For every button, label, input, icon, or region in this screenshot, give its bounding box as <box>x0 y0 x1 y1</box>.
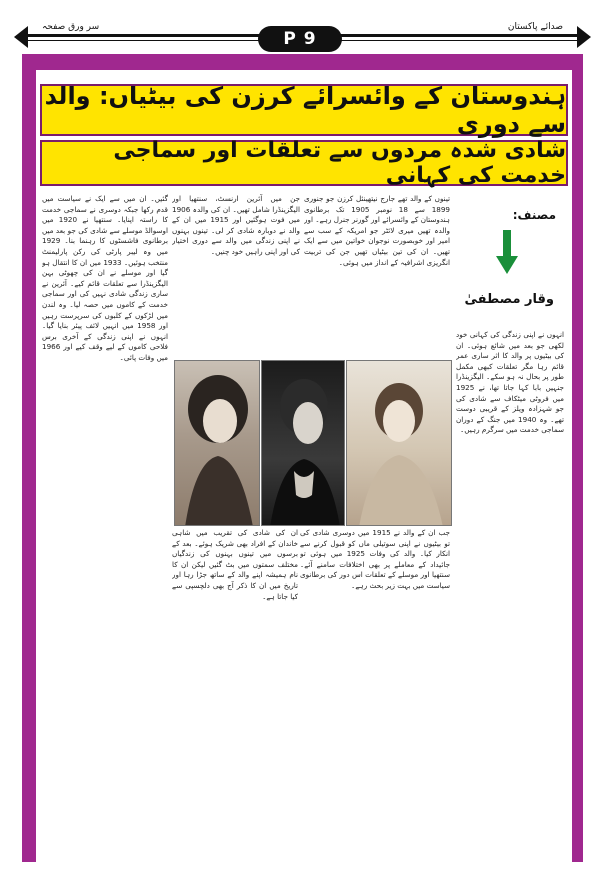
article-column-left <box>42 194 168 858</box>
article-column-mid <box>172 194 300 356</box>
article-column-intro <box>304 194 450 356</box>
paragraph: انہوں نے اپنی زندگی کی کہانی خود لکھی جو بعد میں شائع ہوئی۔ ان کی بیٹیوں پر والد کا اثر ساری عمر قائم رہا مگر تعلقات کبھی مکمل طور پر بحال نہ ہو سکے۔ الیگزینڈرا جنہیں بابا کہا جاتا تھا، نے 1925 میں فروٹی میٹکاف سے شادی کی جو شہزادہ ویلز کے قریبی دوست تھے۔ وہ 1940 میں جنگ کے دوران سماجی خدمت میں سرگرم رہیں۔ <box>456 330 564 435</box>
paragraph: جن میں آئرین ارنسٹ، سنتھیا اور الیگزینڈرا شامل تھیں۔ ان کی والدہ 1906 میں فوت ہوگئیں اور 1915 میں ان کے والد نے دوبارہ شادی کر لی۔ تینوں بہنوں نے اپنی زندگی میں والد سے دوری اختیار کی اور اپنی راہیں خود چنیں۔ <box>172 194 300 256</box>
paragraph: ان کی شادی کی تقریب میں شاہی خاندان کے افراد بھی شریک ہوئے۔ بعد کے برسوں میں تینوں بہنوں کی زندگیاں مختلف سمتوں میں بٹ گئیں لیکن ان کا نام ہمیشہ اپنے والد کے ساتھ جڑا رہا اور تاریخ میں ان کا ذکر آج بھی دلچسپی سے کیا جاتا ہے۔ <box>172 528 298 601</box>
header-arrow-left-icon <box>14 26 28 48</box>
author-label: مصنف: <box>512 208 556 222</box>
article-column-bottom-a <box>300 528 450 858</box>
author-name: وقار مصطفیٰ <box>464 292 554 307</box>
page-number: P 9 <box>258 26 342 52</box>
article-column-right <box>456 330 564 858</box>
paragraph: گئیں۔ ان میں سے ایک نے سیاست میں قدم رکھا جبکہ دوسری نے سماجی خدمت کا راستہ اپنایا۔ سنتھیا نے 1920 میں اوسوالڈ موسلے سے شادی کی جو بعد میں برطانوی فاشسٹوں کا رہنما بنا۔ 1929 میں وہ لیبر پارٹی کی رکن پارلیمنٹ منتخب ہوئیں۔ 1933 میں ان کا انتقال ہو گیا اور موسلے نے ان کی چھوٹی بہن الیگزینڈرا سے تعلقات قائم کیے۔ آئرین نے ساری زندگی شادی نہیں کی اور سماجی خدمت کے کاموں میں حصہ لیا۔ وہ لندن میں لڑکوں کے کلبوں کی سرپرست رہیں اور 1958 میں انہیں لائف پیئر بنایا گیا۔ انہوں نے اپنی زندگی کے آخری برس فلاحی کاموں کے لیے وقف کیے اور 1966 میں وفات پائی۔ <box>42 194 168 362</box>
portrait-photo-right <box>346 360 452 526</box>
header-right-label: صدائے پاکستان <box>504 22 567 32</box>
paragraph: تینوں کے والد تھے جارج نیتھینئل کرزن جو جنوری 1899 سے 18 نومبر 1905 تک برطانوی ہندوستان کے وائسرائے اور گورنر جنرل رہے۔ اور والدہ تھیں میری لائٹر جو امریکہ کے سب سے امیر اور خوبصورت نوجوان خواتین میں سے ایک تھیں۔ ان کی تین بیٹیاں تھیں جن کی تربیت انگریزی اشرافیہ کے انداز میں ہوئی۔ <box>304 194 450 267</box>
paragraph: جب ان کے والد نے 1915 میں دوسری شادی کی تو بیٹیوں نے اپنی سوتیلی ماں کو قبول کرنے سے انکار کیا۔ والد کی وفات 1925 میں ہوئی تو جائیداد کے معاملے پر بھی اختلافات سامنے آئے۔ سنتھیا اور موسلے کے تعلقات اس دور کی برطانوی سیاست میں بہت زیر بحث رہے۔ <box>300 528 450 590</box>
page-header <box>0 0 605 52</box>
headline-primary: ہندوستان کے وائسرائے کرزن کی بیٹیاں: والد سے دوری <box>40 84 568 136</box>
author-box <box>452 196 564 326</box>
article-column-bottom-b <box>172 528 298 858</box>
header-left-label: سر ورق صفحہ <box>38 22 103 32</box>
header-arrow-right-icon <box>577 26 591 48</box>
portrait-photo-center <box>261 360 345 526</box>
arrow-down-icon <box>496 230 518 274</box>
portrait-photo-left <box>174 360 260 526</box>
headline-secondary: شادی شدہ مردوں سے تعلقات اور سماجی خدمت کی کہانی <box>40 140 568 186</box>
